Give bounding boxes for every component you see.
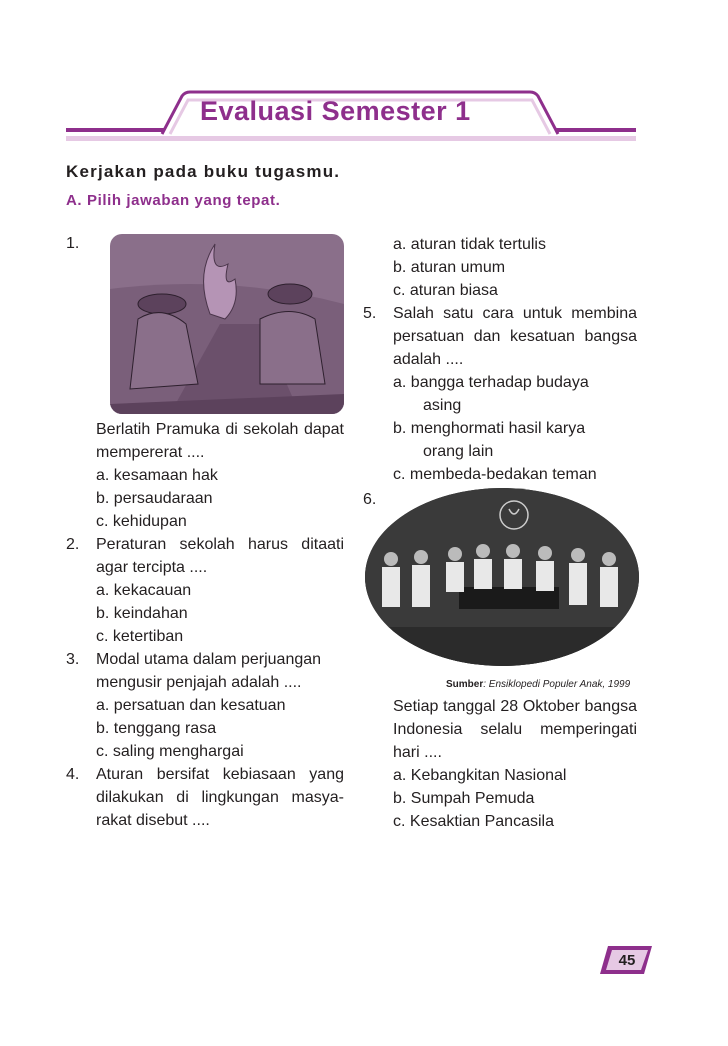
question-number: 1.: [66, 235, 80, 252]
question-text: Setiap tanggal 28 Oktober bangsa: [393, 698, 637, 715]
option-c: c. saling menghargai: [96, 743, 244, 760]
page-title: Evaluasi Semester 1: [200, 96, 471, 126]
photo-source: Sumber: Ensiklopedi Populer Anak, 1999: [446, 679, 631, 690]
question-number: 2.: [66, 536, 80, 553]
question-number: 3.: [66, 651, 80, 668]
section-heading: A. Pilih jawaban yang tepat.: [66, 192, 281, 209]
option-c: c. aturan biasa: [393, 282, 498, 299]
option-b: b. persaudaraan: [96, 490, 213, 507]
scout-campfire-illustration: [110, 234, 344, 414]
page-number: 45: [618, 952, 636, 969]
header-rule-light: [66, 136, 636, 141]
question-text: agar tercipta ....: [96, 559, 208, 576]
question-text: dilakukan di lingkungan masya-: [96, 789, 344, 806]
question-text: Peraturan sekolah harus ditaati: [96, 536, 344, 553]
option-a-continued: asing: [423, 397, 462, 414]
historical-photo: [364, 487, 640, 667]
option-b: b. keindahan: [96, 605, 188, 622]
option-b-continued: orang lain: [423, 443, 494, 460]
option-b: b. menghormati hasil karya: [393, 420, 586, 437]
question-text: mengusir penjajah adalah ....: [96, 674, 302, 691]
option-b: b. aturan umum: [393, 259, 506, 276]
option-c: c. membeda-bedakan teman: [393, 466, 597, 483]
option-c: c. ketertiban: [96, 628, 184, 645]
option-b: b. tenggang rasa: [96, 720, 217, 737]
question-text: Berlatih Pramuka di sekolah dapat: [96, 421, 344, 438]
question-text: Aturan bersifat kebiasaan yang: [96, 766, 344, 783]
question-number: 5.: [363, 305, 377, 322]
option-a: a. Kebangkitan Nasional: [393, 767, 567, 784]
question-text: mempererat ....: [96, 444, 205, 461]
option-a: a. persatuan dan kesatuan: [96, 697, 286, 714]
option-c: c. kehidupan: [96, 513, 187, 530]
question-text: adalah ....: [393, 351, 464, 368]
option-b: b. Sumpah Pemuda: [393, 790, 535, 807]
question-text: Indonesia selalu memperingati: [393, 721, 637, 738]
question-text: Salah satu cara untuk membina: [393, 305, 637, 322]
question-number: 6.: [363, 491, 377, 508]
question-text: rakat disebut ....: [96, 812, 210, 829]
option-a: a. kekacauan: [96, 582, 192, 599]
question-text: hari ....: [393, 744, 442, 761]
question-text: Modal utama dalam perjuangan: [96, 651, 322, 668]
option-a: a. bangga terhadap budaya: [393, 374, 589, 391]
option-a: a. kesamaan hak: [96, 467, 218, 484]
option-c: c. Kesaktian Pancasila: [393, 813, 554, 830]
question-number: 4.: [66, 766, 80, 783]
instruction: Kerjakan pada buku tugasmu.: [66, 162, 341, 181]
option-a: a. aturan tidak tertulis: [393, 236, 546, 253]
question-text: persatuan dan kesatuan bangsa: [393, 328, 637, 345]
